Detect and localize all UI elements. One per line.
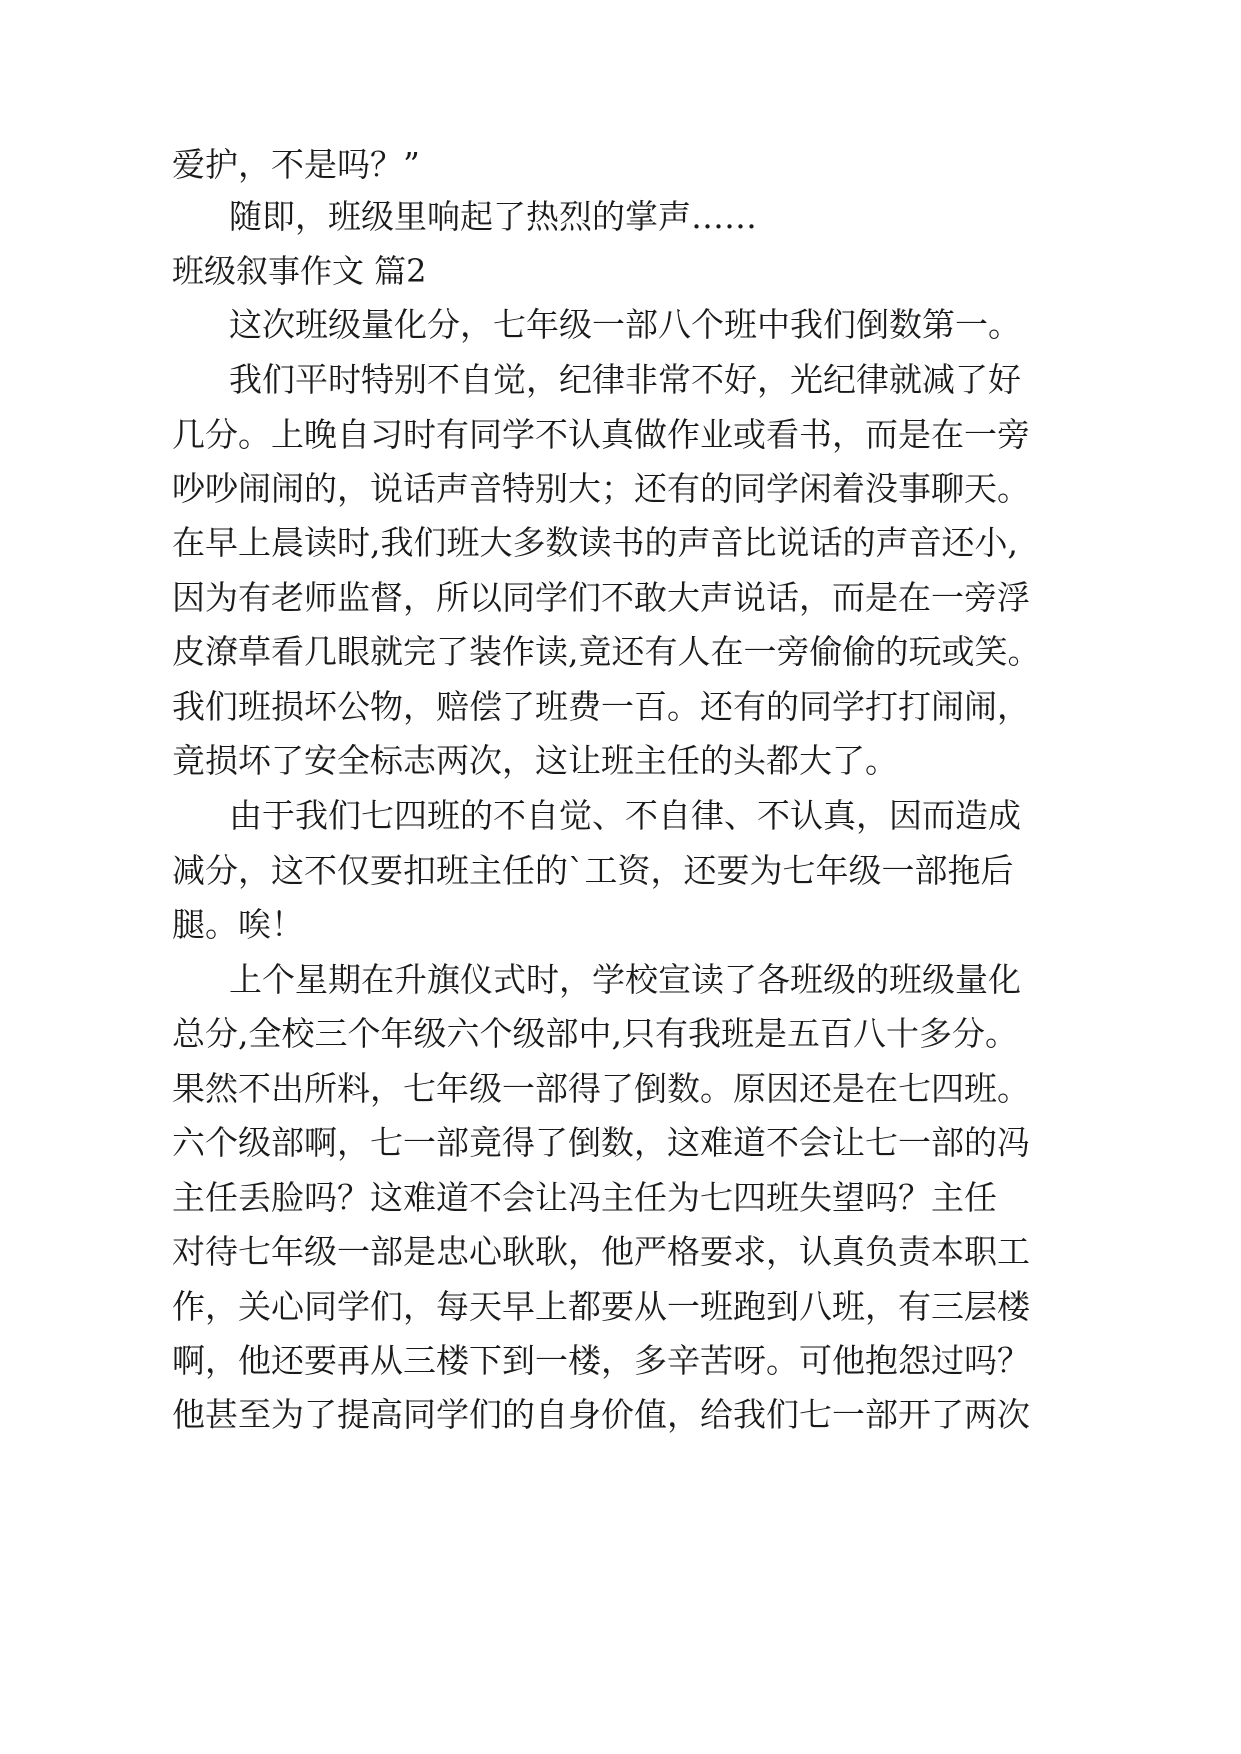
text-line-4: 这次班级量化分，七年级一部八个班中我们倒数第一。 [229,305,1021,344]
text-line-2: 随即，班级里响起了热烈的掌声…… [229,197,757,236]
text-line-1: 爱护，不是吗？” [172,145,420,184]
text-line-9: 因为有老师监督，所以同学们不敢大声说话，而是在一旁浮 [172,578,1030,617]
text-line-14: 减分，这不仅要扣班主任的`工资，还要为七年级一部拖后 [172,851,1014,890]
text-line-19: 六个级部啊，七一部竟得了倒数，这难道不会让七一部的冯 [172,1123,1030,1162]
text-line-16: 上个星期在升旗仪式时，学校宣读了各班级的班级量化 [229,960,1021,999]
text-line-11: 我们班损坏公物，赔偿了班费一百。还有的同学打打闹闹， [172,687,1030,726]
text-line-13: 由于我们七四班的不自觉、不自律、不认真，因而造成 [229,796,1021,835]
text-line-12: 竟损坏了安全标志两次，这让班主任的头都大了。 [172,741,898,780]
text-line-10: 皮潦草看几眼就完了装作读,竟还有人在一旁偷偷的玩或笑。 [172,632,1041,671]
text-line-22: 作，关心同学们，每天早上都要从一班跑到八班，有三层楼 [172,1287,1030,1326]
text-line-5: 我们平时特别不自觉，纪律非常不好，光纪律就减了好 [229,360,1021,399]
text-line-7: 吵吵闹闹的，说话声音特别大；还有的同学闲着没事聊天。 [172,469,1030,508]
text-line-6: 几分。上晚自习时有同学不认真做作业或看书，而是在一旁 [172,415,1030,454]
text-line-20: 主任丢脸吗？这难道不会让冯主任为七四班失望吗？主任 [172,1178,997,1217]
text-line-21: 对待七年级一部是忠心耿耿，他严格要求，认真负责本职工 [172,1232,1030,1271]
text-line-17: 总分,全校三个年级六个级部中,只有我班是五百八十多分。 [172,1014,1018,1053]
text-line-23: 啊，他还要再从三楼下到一楼，多辛苦呀。可他抱怨过吗？ [172,1341,1030,1380]
text-line-18: 果然不出所料，七年级一部得了倒数。原因还是在七四班。 [172,1069,1030,1108]
text-line-24: 他甚至为了提高同学们的自身价值，给我们七一部开了两次 [172,1395,1030,1434]
text-line-8: 在早上晨读时,我们班大多数读书的声音比说话的声音还小, [172,523,1018,562]
text-line-15: 腿。唉！ [172,905,304,944]
section-heading: 班级叙事作文 篇2 [172,252,427,290]
